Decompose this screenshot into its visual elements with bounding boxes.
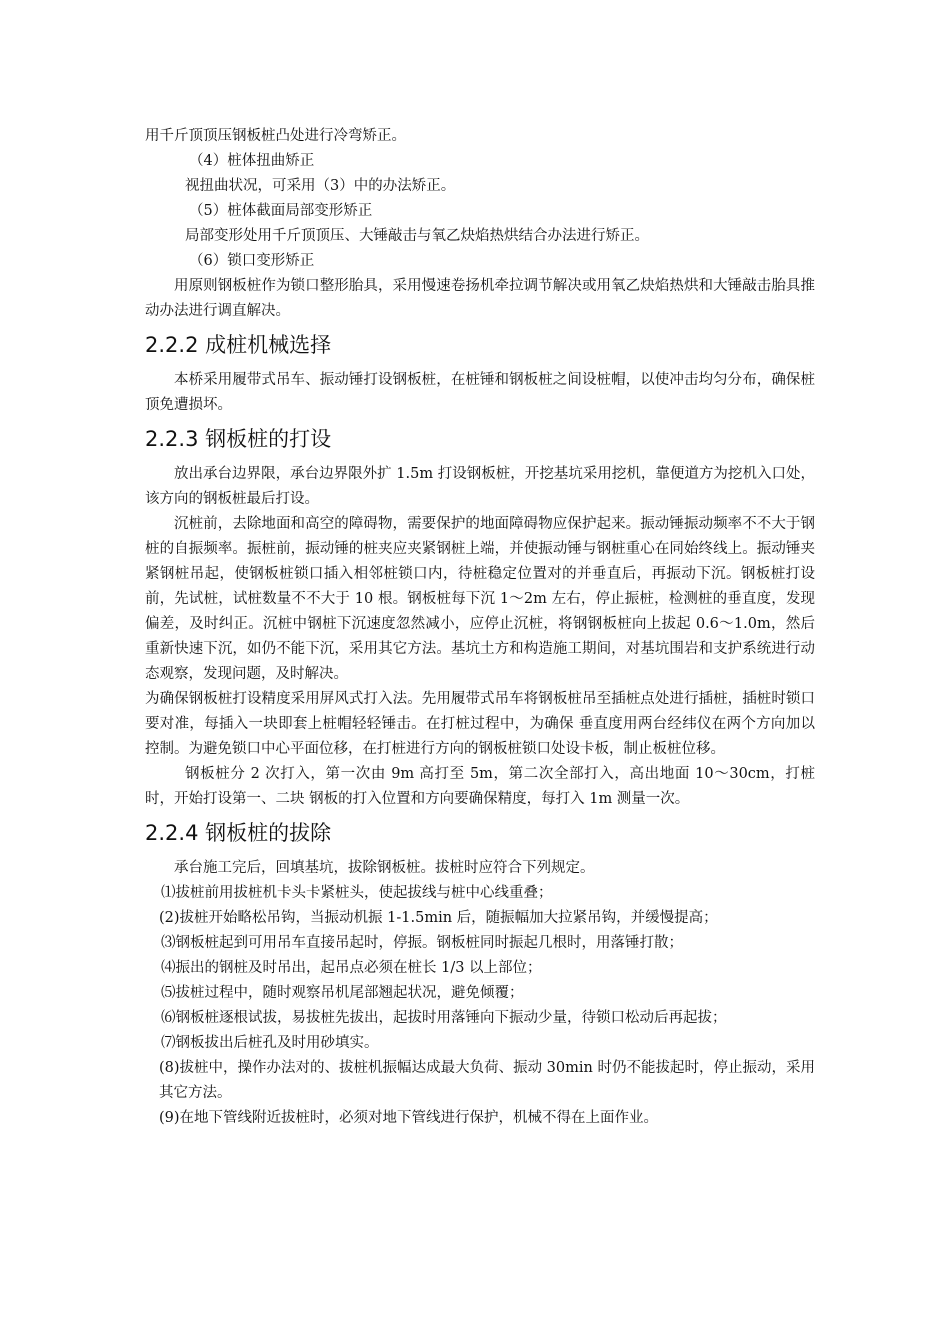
section-heading-223: 2.2.3 钢板桩的打设 [145, 427, 332, 451]
section-heading-224: 2.2.4 钢板桩的拔除 [145, 821, 332, 845]
paragraph-222-body: 本桥采用履带式吊车、振动锤打设钢板桩，在桩锤和钢板桩之间设桩帽，以使冲击均匀分布，确保桩顶免遭损坏。 [145, 372, 815, 413]
subheading-section-deformation: （5）桩体截面局部变形矫正 [189, 203, 373, 219]
paragraph-torsion-method: 视扭曲状况，可采用（3）中的办法矫正。 [185, 178, 456, 194]
subheading-lock-deformation: （6）锁口变形矫正 [189, 253, 315, 269]
list-item-9: (9)在地下管线附近拔桩时，必须对地下管线进行保护，机械不得在上面作业。 [159, 1110, 659, 1126]
list-item-7: ⑺钢板拔出后桩孔及时用砂填实。 [161, 1035, 379, 1051]
list-item-2: (2)拔桩开始略松吊钩，当振动机振 1-1.5min 后，随振幅加大拉紧吊钩，并缓慢提高； [159, 910, 718, 926]
paragraph-section-deformation: 局部变形处用千斤顶顶压、大锤敲击与氧乙炔焰热烘结合办法进行矫正。 [185, 228, 649, 244]
paragraph-cold-bend: 用千斤顶顶压钢板桩凸处进行冷弯矫正。 [145, 128, 406, 144]
list-item-1: ⑴拔桩前用拔桩机卡头卡紧桩头，使起拔线与桩中心线重叠； [161, 885, 553, 901]
subheading-torsion-correction: （4）桩体扭曲矫正 [189, 153, 315, 169]
paragraph-223-p2: 沉桩前，去除地面和高空的障碍物，需要保护的地面障碍物应保护起来。振动锤振动频率不不大于钢桩的自振频率。振桩前，振动锤的桩夹应夹紧钢桩上端，并使振动锤与钢桩重心在同始终线上。振动锤夹紧钢桩吊起，使钢板桩锁口插入相邻桩锁口内，待桩稳定位置对的并垂直后，再振动下沉。钢板桩打设前，先试桩，试桩数量不不大于 10 根。钢板桩每下沉 1～2m 左右，停止振桩，检测桩的垂直度，发现偏差，及时纠正。沉桩中钢桩下沉速度忽然减小，应停止沉桩，将钢钢板桩向上拔起 0.6～1.0m，然后重新快速下沉，如仍不能下沉，采用其它方法。基坑土方和构造施工期间，对基坑围岩和支护系统进行动态观察，发现问题，及时解决。 [145, 516, 815, 682]
list-item-3: ⑶钢板桩起到可用吊车直接吊起时，停振。钢板桩同时振起几根时，用落锤打散； [161, 935, 683, 951]
paragraph-223-p1: 放出承台边界限，承台边界限外扩 1.5m 打设钢板桩，开挖基坑采用挖机，靠便道方为挖机入口处，该方向的钢板桩最后打设。 [145, 466, 815, 507]
list-item-8: (8)拔桩中，操作办法对的、拔桩机振幅达成最大负荷、振动 30min 时仍不能拔起时，停止振动，采用其它方法。 [159, 1060, 815, 1101]
paragraph-lock-deformation: 用原则钢板桩作为锁口整形胎具，采用慢速卷扬机牵拉调节解决或用氧乙炔焰热烘和大锤敲击胎具推动办法进行调直解决。 [145, 278, 815, 319]
list-item-6: ⑹钢板桩逐根试拔，易拔桩先拔出，起拔时用落锤向下振动少量，待锁口松动后再起拔； [161, 1010, 727, 1026]
list-item-4: ⑷振出的钢桩及时吊出，起吊点必须在桩长 1/3 以上部位； [161, 960, 542, 976]
section-heading-222: 2.2.2 成桩机械选择 [145, 333, 332, 357]
paragraph-223-p3: 为确保钢板桩打设精度采用屏风式打入法。先用履带式吊车将钢板桩吊至插桩点处进行插桩，插桩时锁口要对准，每插入一块即套上桩帽轻轻锤击。在打桩过程中，为确保 垂直度用两台经纬仪在两个方向加以控制。为避免锁口中心平面位移，在打桩进行方向的钢板桩锁口处设卡板，制止板桩位移。 [145, 691, 815, 757]
paragraph-224-intro: 承台施工完后，回填基坑，拔除钢板桩。拔桩时应符合下列规定。 [174, 860, 595, 876]
list-item-5: ⑸拔桩过程中，随时观察吊机尾部翘起状况，避免倾覆； [161, 985, 524, 1001]
paragraph-223-p4: 钢板桩分 2 次打入，第一次由 9m 高打至 5m，第二次全部打入，高出地面 10～30cm，打桩时，开始打设第一、二块 钢板的打入位置和方向要确保精度，每打入 1m 测量一次。 [145, 766, 815, 807]
document-body [145, 124, 815, 1131]
